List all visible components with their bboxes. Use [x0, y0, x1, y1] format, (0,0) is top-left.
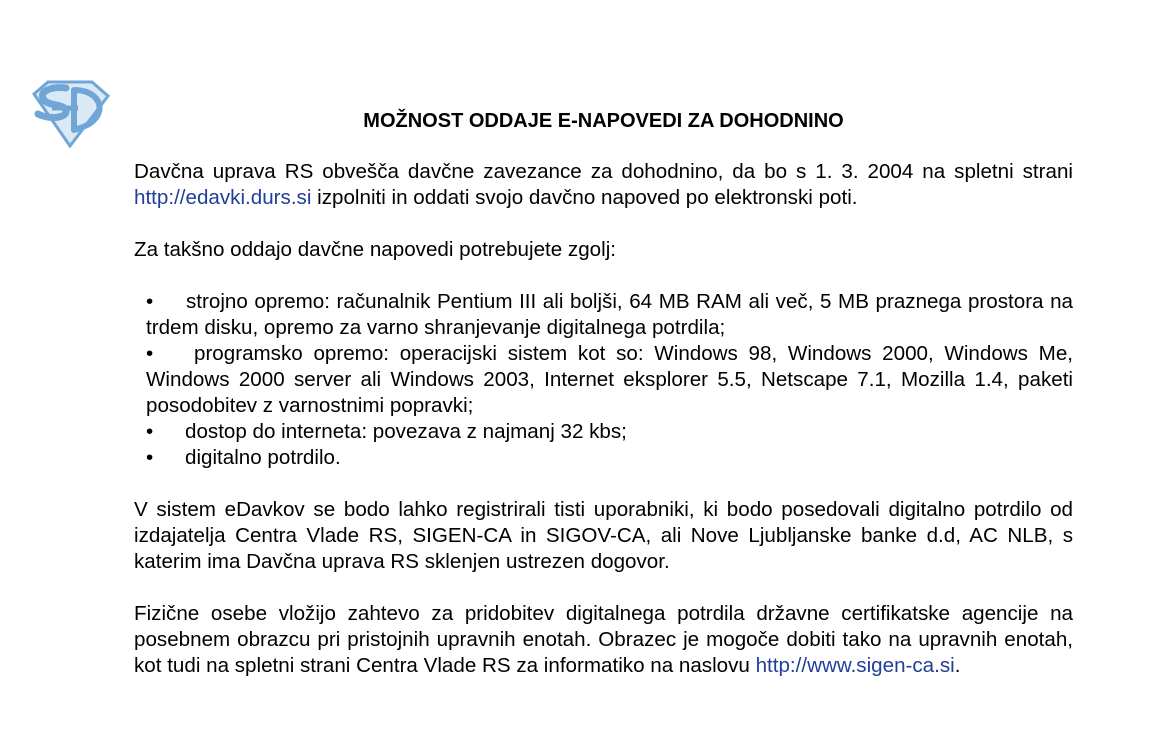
list-item	[146, 445, 1073, 471]
document-title: MOŽNOST ODDAJE E-NAPOVEDI ZA DOHODNINO	[363, 110, 844, 132]
document-body	[134, 159, 1073, 679]
paragraph-intro-text-2: izpolniti in oddati svojo davčno napoved po elektronski poti.	[311, 186, 858, 209]
list-item-text: strojno opremo: računalnik Pentium III ali boljši, 64 MB RAM ali več, 5 MB praznega prostora na trdem disku, opremo za varno shranjevanje digitalnega potrdila;	[146, 290, 1073, 339]
list-item-text: programsko opremo: operacijski sistem kot so: Windows 98, Windows 2000, Windows Me, Windows 2000 server ali Windows 2003, Internet eksplorer 5.5, Netscape 7.1, Mozilla 1.4, paketi posodobitev z varnostnimi popravki;	[146, 342, 1073, 417]
spacer	[134, 471, 1073, 497]
spacer	[134, 263, 1073, 289]
edavki-link[interactable]: http://edavki.durs.si	[134, 186, 312, 209]
paragraph-registration: V sistem eDavkov se bodo lahko registrirali tisti uporabniki, ki bodo posedovali digitalno potrdilo od izdajatelja Centra Vlade RS, SIGEN-CA in SIGOV-CA, ali Nove Ljubljanske banke d.d, AC NLB, s katerim ima Davčna uprava RS sklenjen ustrezen dogovor.	[134, 498, 1073, 573]
list-item	[146, 341, 1073, 419]
requirements-list	[134, 289, 1073, 471]
paragraph-certificate-text-2: .	[954, 654, 961, 677]
sigen-ca-link[interactable]: http://www.sigen-ca.si	[755, 654, 955, 677]
paragraph-intro-text-1: Davčna uprava RS obvešča davčne zavezance za dohodnino, da bo s 1. 3. 2004 na spletni strani	[134, 160, 1073, 183]
list-item-text: dostop do interneta: povezava z najmanj 32 kbs;	[185, 420, 627, 443]
list-item	[146, 419, 1073, 445]
bullet-icon: •	[146, 446, 154, 469]
paragraph-certificate	[134, 601, 1073, 679]
paragraph-certificate-text-1: Fizične osebe vložijo zahtevo za pridobitev digitalnega potrdila državne certifikatske agencije na posebnem obrazcu pri pristojnih upravnih enotah. Obrazec je mogoče dobiti tako na upravnih enotah, kot tudi na spletni strani Centra Vlade RS za informatiko na naslovu	[134, 602, 1073, 677]
spacer	[134, 211, 1073, 237]
bullet-icon: •	[146, 420, 154, 443]
spacer	[134, 575, 1073, 601]
sd-logo	[26, 78, 112, 148]
bullet-icon: •	[146, 342, 154, 365]
bullet-icon: •	[146, 290, 154, 313]
paragraph-intro	[134, 159, 1073, 211]
list-item	[146, 289, 1073, 341]
paragraph-requirements-intro: Za takšno oddajo davčne napovedi potrebujete zgolj:	[134, 238, 617, 261]
list-item-text: digitalno potrdilo.	[185, 446, 341, 469]
